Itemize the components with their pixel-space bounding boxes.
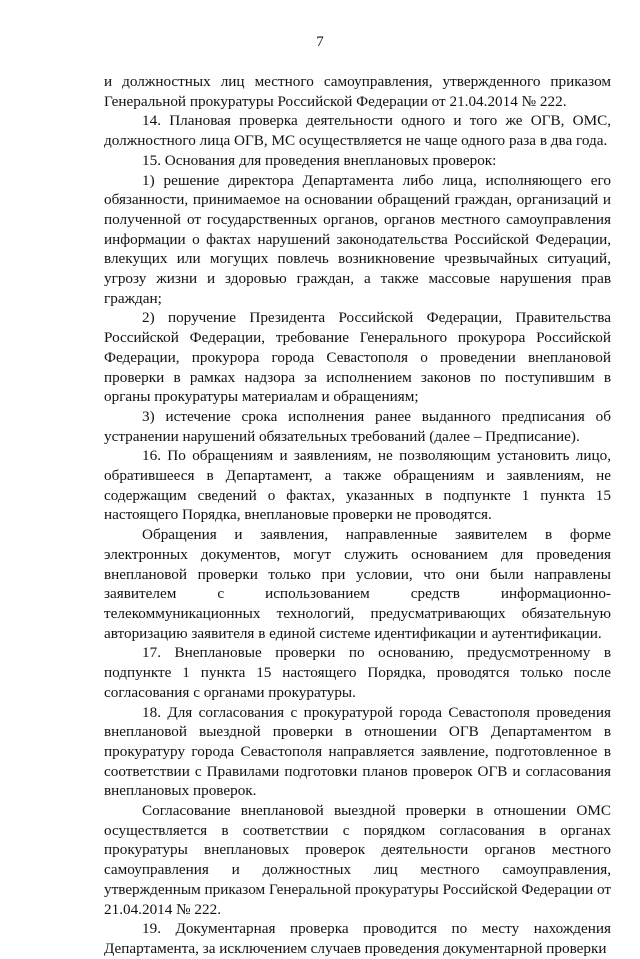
paragraph: 17. Внеплановые проверки по основанию, предусмотренному в подпункте 1 пункта 15 настоящего Порядка, проводятся только после согласования с органами прокуратуры. [104,644,611,701]
paragraph: Обращения и заявления, направленные заявителем в форме электронных документов, могут служить основанием для проведения внеплановой проверки только при условии, что они были направлены заявителем с использованием средств информационно-телекоммуникационных технологий, предусматривающих обязательную авторизацию заявителя в единой системе идентификации и аутентификации. [104,526,611,642]
paragraph: 15. Основания для проведения внеплановых проверок: [142,151,497,169]
paragraph: 16. По обращениям и заявлениям, не позволяющим установить лицо, обратившееся в Департамент, а также обращениям и заявлениям, не содержащим сведений о фактах, указанных в подпункте 1 пункта 15 настоящего Порядка, внеплановые проверки не проводятся. [104,447,611,524]
paragraph: Согласование внеплановой выездной проверки в отношении ОМС осуществляется в соответствии с порядком согласования в органах прокуратуры внеплановых проверок деятельности органов местного самоуправления и должностных лиц местного самоуправления, утвержденным приказом Генеральной прокуратуры Российской Федерации от 21.04.2014 № 222. [104,802,611,918]
paragraph: 3) истечение срока исполнения ранее выданного предписания об устранении нарушений обязательных требований (далее – Предписание). [104,407,611,445]
paragraph: 18. Для согласования с прокуратурой города Севастополя проведения внеплановой выездной проверки в отношении ОГВ Департаментом в прокуратуру города Севастополя направляется заявление, подготовленное в соответствии с Правилами подготовки планов проверок ОГВ и согласования внеплановых проверок. [104,703,611,800]
paragraph: 2) поручение Президента Российской Федерации, Правительства Российской Федерации, требование Генерального прокурора Российской Федерации, прокурора города Севастополя о проведении внеплановой проверки в рамках надзора за исполнением законов по поступившим в органы прокуратуры материалам и обращениям; [104,309,611,406]
page-number: 7 [316,34,324,50]
paragraph: 14. Плановая проверка деятельности одного и того же ОГВ, ОМС, должностного лица ОГВ, МС осуществляется не чаще одного раза в два года. [104,112,611,150]
paragraph: 1) решение директора Департамента либо лица, исполняющего его обязанности, принимаемое на основании обращений граждан, организаций и полученной от государственных органов, органов местного самоуправления информации о фактах нарушений законодательства Российской Федерации, влекущих или могущих повлечь возникновение чрезвычайных ситуаций, угрозу жизни и здоровью граждан, а также массовые нарушения прав граждан; [104,171,611,307]
document-body [104,72,611,959]
paragraph: 19. Документарная проверка проводится по месту нахождения Департамента, за исключением случаев проведения документарной проверки [104,920,611,957]
paragraph: и должностных лиц местного самоуправления, утвержденного приказом Генеральной прокуратуры Российской Федерации от 21.04.2014 № 222. [104,73,611,110]
